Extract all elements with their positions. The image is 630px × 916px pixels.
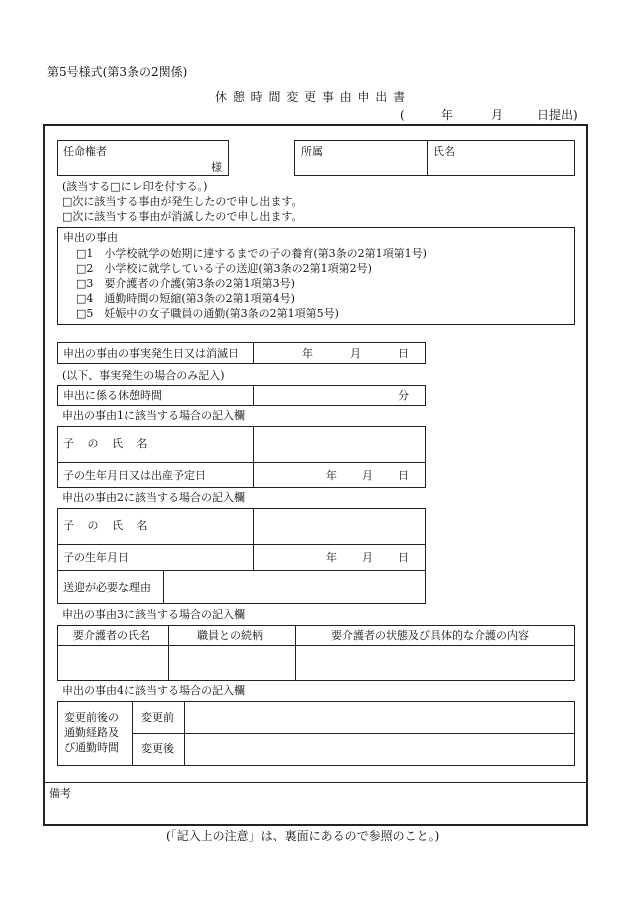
fact-only-note: (以下、事実発生の場合のみ記入) [62,369,225,382]
form-title: 休 憩 時 間 変 更 事 由 申 出 書 [215,90,407,104]
option-ended[interactable]: □次に該当する事由が消滅したので申し出ます。 [62,210,303,223]
fact-month-label: 月 [350,347,361,360]
reason-item-3[interactable]: □3 要介護者の介護(第3条の2第1項第3号) [76,277,295,290]
reason1-birth-label: 子の生年月日又は出産予定日 [63,469,206,482]
reason4-heading: 申出の事由4に該当する場合の記入欄 [62,684,245,697]
sama-label: 様 [211,161,222,174]
reason1-month-label: 月 [362,469,373,482]
reasons-heading: 申出の事由 [63,231,118,244]
form-number: 第5号様式(第3条の2関係) [47,65,188,79]
fact-year-label: 年 [302,347,313,360]
reason2-year-label: 年 [326,551,337,564]
affiliation-label: 所属 [301,145,323,158]
reason2-birth-label: 子の生年月日 [63,551,129,564]
footer-note: (「記入上の注意」は、裏面にあるので参照のこと。) [166,829,440,843]
reason-item-4[interactable]: □4 通勤時間の短縮(第3条の2第1項第4号) [76,292,295,305]
check-instruction: (該当する□にレ印を付する。) [62,180,208,193]
route-label-line1: 変更前後の [64,711,119,724]
reason1-heading: 申出の事由1に該当する場合の記入欄 [62,409,245,422]
break-time-label: 申出に係る休憩時間 [63,389,162,402]
reason1-year-label: 年 [326,469,337,482]
after-label: 変更後 [141,742,174,755]
reason3-heading: 申出の事由3に該当する場合の記入欄 [62,608,245,621]
reason1-day-label: 日 [398,469,409,482]
before-label: 変更前 [141,711,174,724]
route-label-line2: 通勤経路及 [64,726,119,739]
minutes-label: 分 [398,389,409,402]
reason-item-1[interactable]: □1 小学校就学の始期に達するまでの子の養育(第3条の2第1項第1号) [76,247,427,260]
remarks-label: 備考 [49,787,71,800]
col-care-condition: 要介護者の状態及び具体的な介護の内容 [331,629,529,642]
fact-day-label: 日 [398,347,409,360]
route-label-line3: び通勤時間 [64,741,119,754]
reason2-day-label: 日 [398,551,409,564]
option-occurred[interactable]: □次に該当する事由が発生したので申し出ます。 [62,195,303,208]
pickup-reason-label: 送迎が必要な理由 [63,581,151,594]
appointer-label: 任命権者 [63,145,107,158]
name-label: 氏名 [433,145,455,158]
reason2-heading: 申出の事由2に該当する場合の記入欄 [62,491,245,504]
fact-date-label: 申出の事由の事実発生日又は消滅日 [63,347,239,360]
reason2-month-label: 月 [362,551,373,564]
reason1-child-name-label: 子 の 氏 名 [63,437,153,450]
reason-item-2[interactable]: □2 小学校に就学している子の送迎(第3条の2第1項第2号) [76,262,372,275]
reason-item-5[interactable]: □5 妊娠中の女子職員の通勤(第3条の2第1項第5号) [76,307,339,320]
col-care-person-name: 要介護者の氏名 [73,629,150,642]
reason2-child-name-label: 子 の 氏 名 [63,519,153,532]
col-relation: 職員との続柄 [197,629,263,642]
